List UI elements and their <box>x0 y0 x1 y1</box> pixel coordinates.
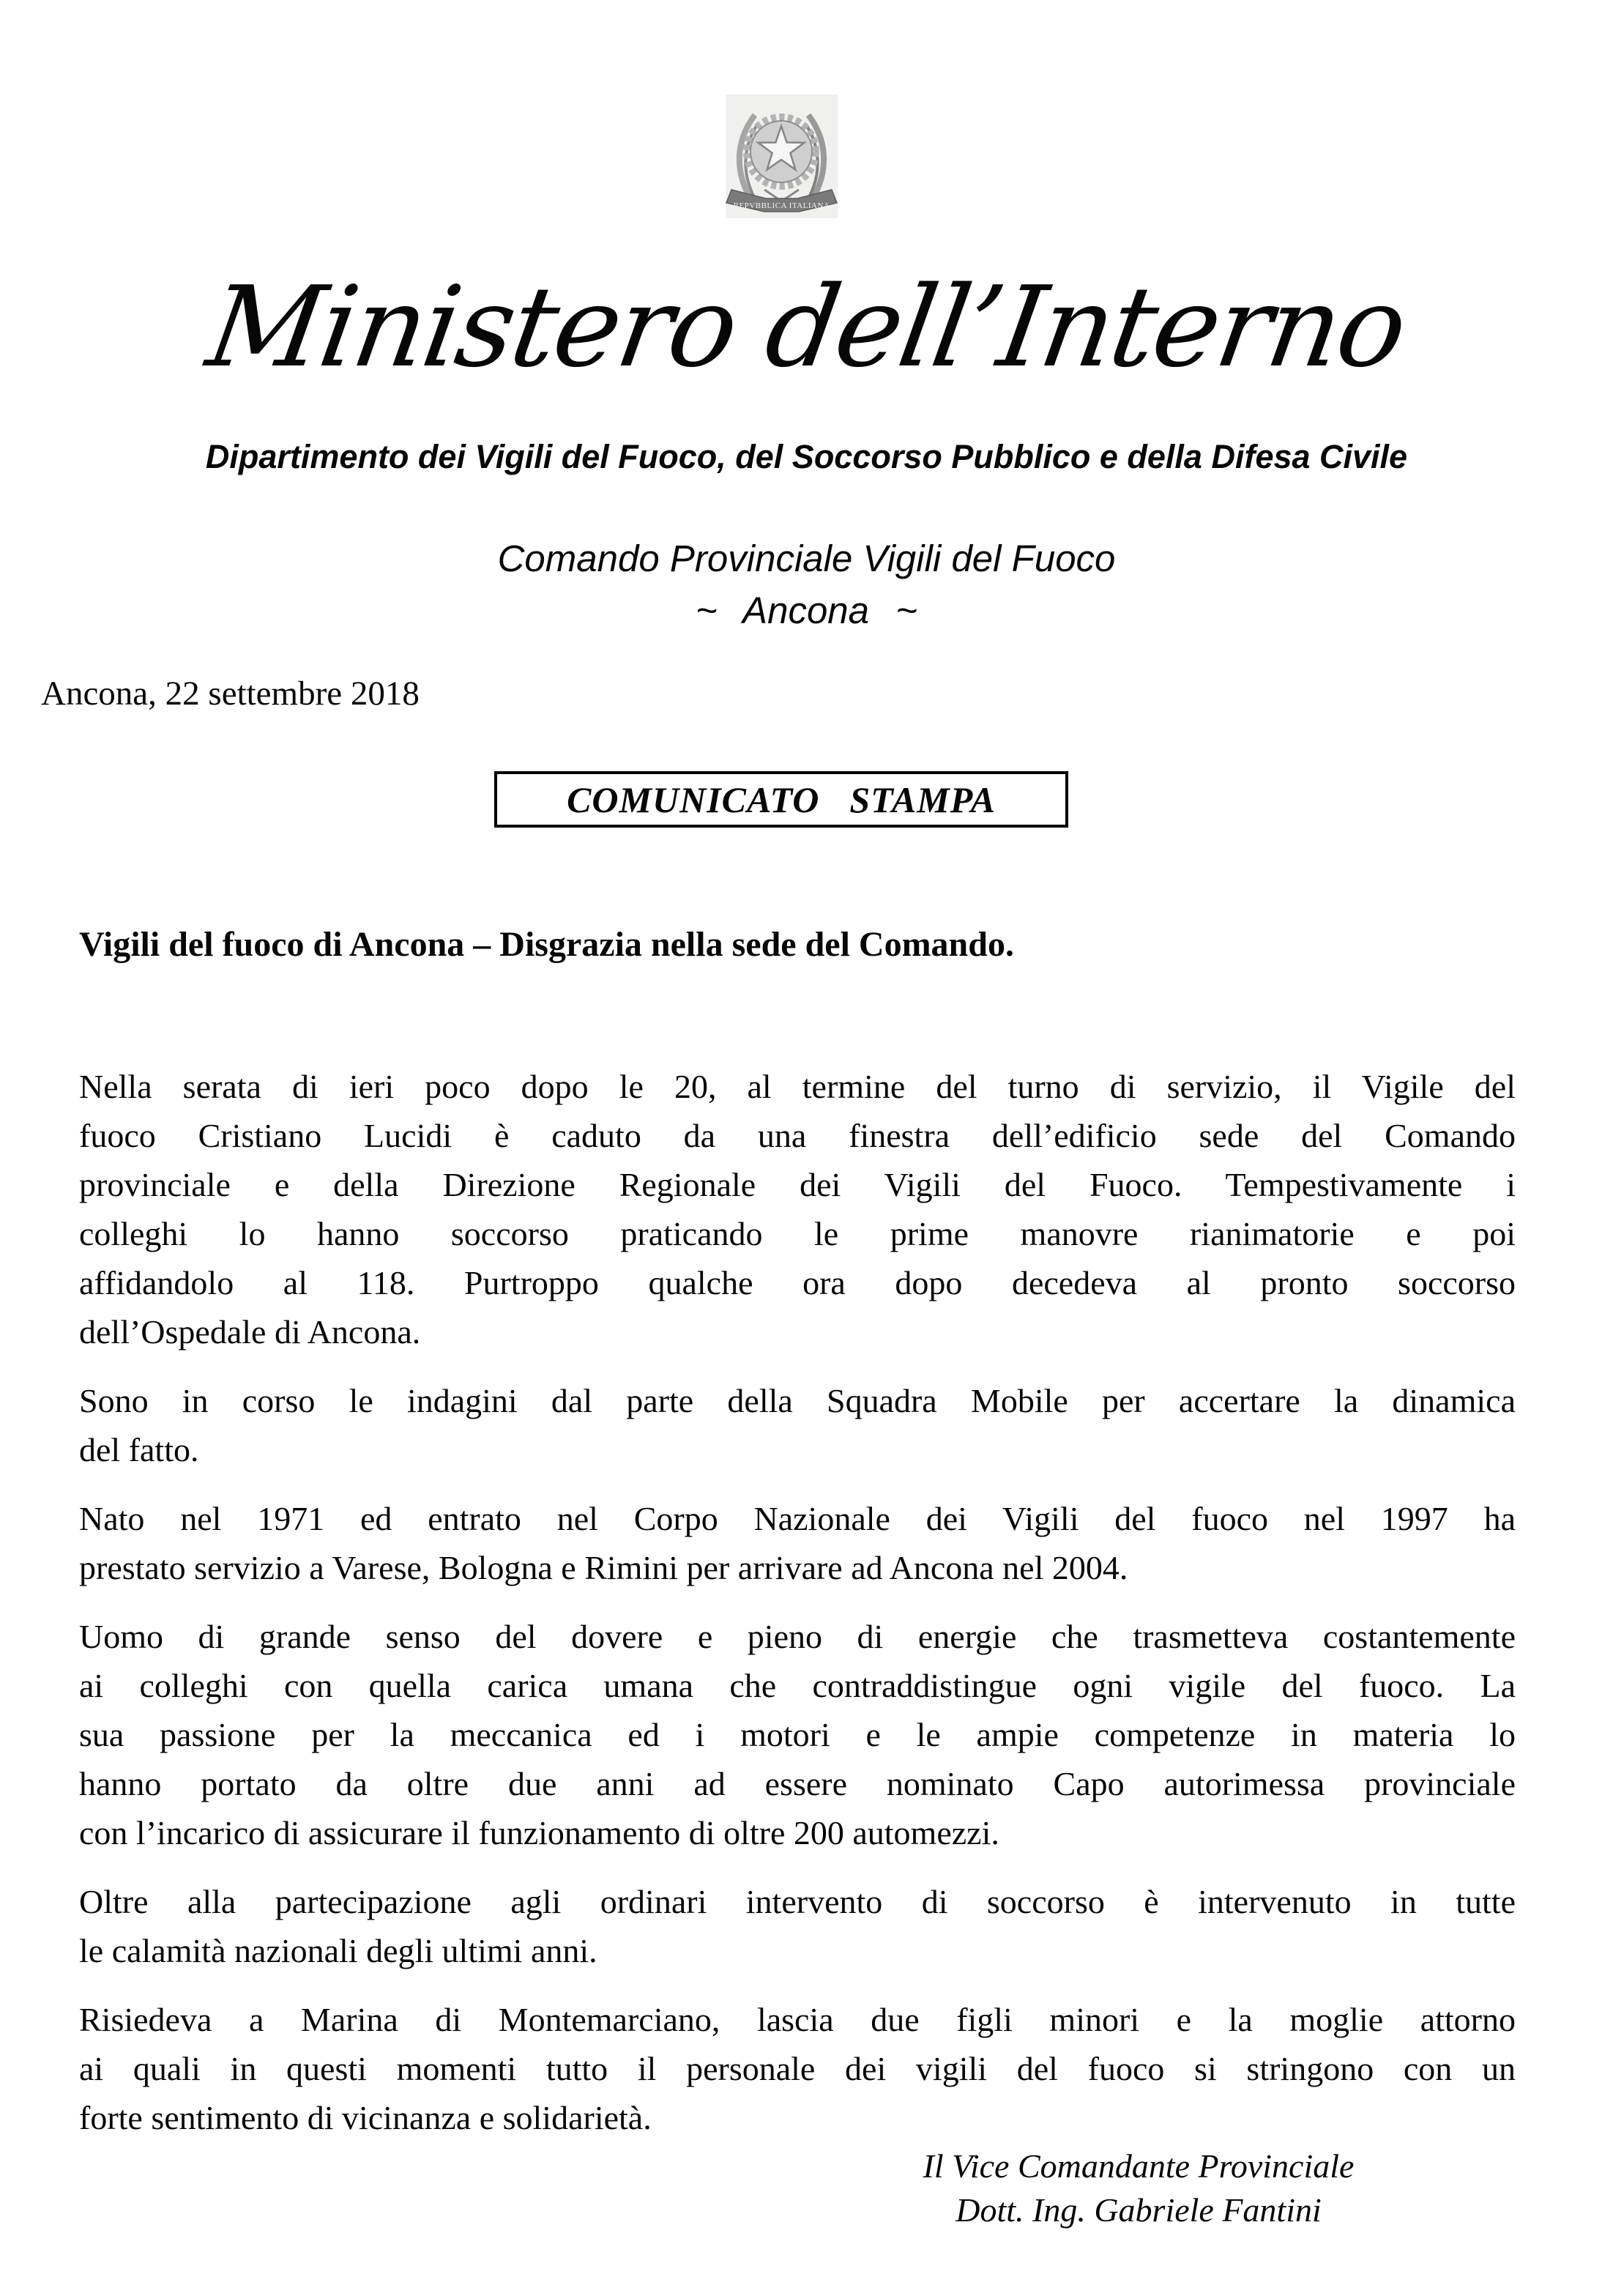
paragraph <box>79 1062 1516 1356</box>
text-line: fuoco Cristiano Lucidi è caduto da una finestra dell’edificio sede del Comando <box>79 1117 1516 1154</box>
text-line: del fatto. <box>79 1431 199 1468</box>
text-line: sua passione per la meccanica ed i motori e le ampie competenze in materia lo <box>79 1716 1516 1753</box>
paragraph <box>79 1494 1516 1592</box>
text-line: Oltre alla partecipazione agli ordinari intervento di soccorso è intervenuto in tutte <box>79 1883 1516 1920</box>
signature-role: Il Vice Comandante Provinciale <box>923 2147 1355 2185</box>
text-line: affidandolo al 118. Purtroppo qualche ora dopo decedeva al pronto soccorso <box>79 1264 1516 1301</box>
text-line: le calamità nazionali degli ultimi anni. <box>79 1932 597 1969</box>
text-line: con l’incarico di assicurare il funzionamento di oltre 200 automezzi. <box>79 1814 999 1851</box>
text-line: Risiedeva a Marina di Montemarciano, lascia due figli minori e la moglie attorno <box>79 2001 1516 2038</box>
body-paragraphs <box>79 1062 1516 2162</box>
text-line: forte sentimento di vicinanza e solidarietà. <box>79 2099 652 2136</box>
text-line: ai colleghi con quella carica umana che contraddistingue ogni vigile del fuoco. La <box>79 1667 1516 1704</box>
paragraph <box>79 1612 1516 1857</box>
text-line: Uomo di grande senso del dovere e pieno di energie che trasmetteva costantemente <box>79 1618 1516 1655</box>
command-title: Comando Provinciale Vigili del Fuoco <box>497 538 1116 579</box>
paragraph <box>79 1877 1516 1975</box>
text-line: hanno portato da oltre due anni ad essere nominato Capo autorimessa provinciale <box>79 1765 1516 1802</box>
text-line: Sono in corso le indagini dal parte della Squadra Mobile per accertare la dinamica <box>79 1382 1516 1419</box>
text-line: prestato servizio a Varese, Bologna e Rimini per arrivare ad Ancona nel 2004. <box>79 1549 1128 1586</box>
text-line: ai quali in questi momenti tutto il personale dei vigili del fuoco si stringono con un <box>79 2050 1516 2087</box>
city-title: ~ Ancona ~ <box>696 590 917 631</box>
signature-name: Dott. Ing. Gabriele Fantini <box>955 2191 1322 2229</box>
text-line: Nato nel 1971 ed entrato nel Corpo Nazionale dei Vigili del fuoco nel 1997 ha <box>79 1500 1516 1537</box>
text-line: provinciale e della Direzione Regionale dei Vigili del Fuoco. Tempestivamente i <box>79 1166 1516 1203</box>
text-line: Nella serata di ieri poco dopo le 20, al termine del turno di servizio, il Vigile del <box>79 1068 1516 1105</box>
republic-emblem-icon <box>726 94 838 218</box>
emblem-banner-text: REPVBBLICA ITALIANA <box>733 201 830 210</box>
press-release-stamp <box>494 771 1068 828</box>
text-line: colleghi lo hanno soccorso praticando le prime manovre rianimatorie e poi <box>79 1215 1516 1252</box>
ministry-script-title: Ministero dell’Interno <box>199 262 1414 392</box>
headline: Vigili del fuoco di Ancona – Disgrazia nella sede del Comando. <box>79 925 1014 964</box>
department-subtitle: Dipartimento dei Vigili del Fuoco, del Soccorso Pubblico e della Difesa Civile <box>205 438 1408 475</box>
text-line: dell’Ospedale di Ancona. <box>79 1313 421 1351</box>
dateline: Ancona, 22 settembre 2018 <box>41 675 420 713</box>
paragraph <box>79 1995 1516 2142</box>
paragraph <box>79 1376 1516 1474</box>
signature-block <box>805 2144 1472 2232</box>
press-release-stamp-label: COMUNICATO STAMPA <box>567 779 996 820</box>
